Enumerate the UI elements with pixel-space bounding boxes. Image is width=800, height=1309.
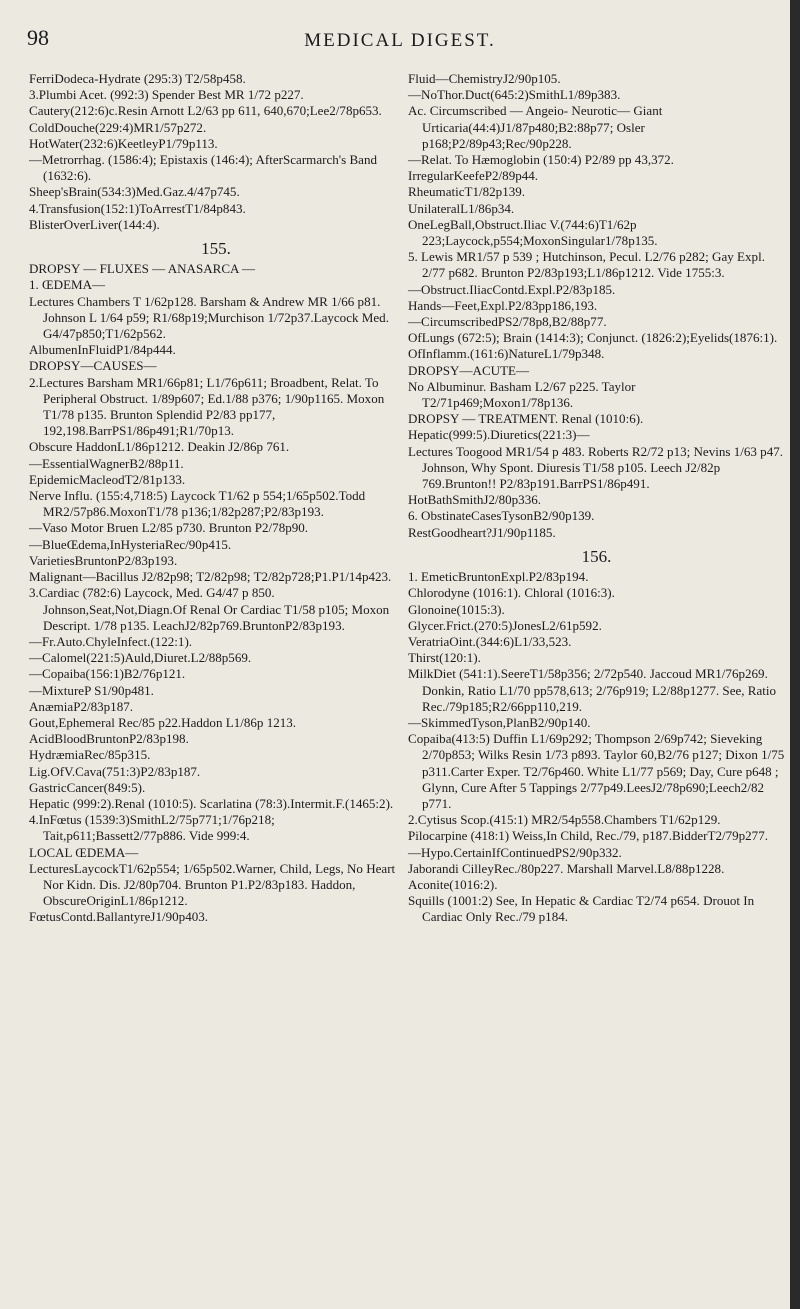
right-column-entry: Squills (1001:2) See, In Hepatic & Cardiac T2/74 p654. Drouot In Cardiac Only Rec./79 p184. <box>408 893 755 925</box>
right-column-entry: —NoThor.Duct(645:2)SmithL1/89p383. <box>408 87 621 103</box>
right-column-entry: Glonoine(1015:3). <box>408 601 505 617</box>
left-column-entry: 4.InFœtus (1539:3)SmithL2/75p771;1/76p218; Tait,p611;Bassett2/77p886. Vide 999:4. <box>29 812 275 844</box>
right-column-entry: Lectures Toogood MR1/54 p 483. Roberts R2/72 p13; Nevins 1/63 p47. Johnson, Why Spont. Diuresis T1/58 p105. Leech J2/82p 769.Brunton!! P2/83p191.BarrPS1/86p491. <box>408 443 784 492</box>
right-column-entry: No Albuminur. Basham L2/67 p225. Taylor T2/71p469;Moxon1/78p136. <box>408 378 636 411</box>
right-column-entry: Hepatic(999:5).Diuretics(221:3)— <box>408 427 590 443</box>
left-column-entry: Sheep'sBrain(534:3)Med.Gaz.4/47p745. <box>29 184 240 200</box>
section-number: 155. <box>201 239 231 259</box>
left-column-entry: 3.Cardiac (782:6) Laycock, Med. G4/47 p 850. Johnson,Seat,Not,Diagn.Of Renal Or Cardiac T1/58 p105; Moxon Descript. 1/78 p135. LeachJ2/82p769.BruntonP2/83p193. <box>29 585 390 633</box>
right-column-entry: HotBathSmithJ2/80p336. <box>408 492 542 508</box>
left-column-entry: AlbumenInFluidP1/84p444. <box>29 342 176 358</box>
right-column-entry: —Obstruct.IliacContd.Expl.P2/83p185. <box>408 281 616 297</box>
left-column-entry: DROPSY—CAUSES— <box>29 358 157 374</box>
right-column-entry: DROPSY — TREATMENT. Renal (1010:6). <box>408 411 644 427</box>
left-column-entry: LOCAL ŒDEMA— <box>29 844 139 860</box>
left-column-entry: Obscure HaddonL1/86p1212. Deakin J2/86p 761. <box>29 439 290 455</box>
right-column-entry: —CircumscribedPS2/78p8,B2/88p77. <box>408 314 607 330</box>
right-column-entry: —Relat. To Hæmoglobin (150:4) P2/89 pp 43,372. <box>408 152 674 168</box>
left-column-entry: —Metrorrhag. (1586:4); Epistaxis (146:4); AfterScarmarch's Band (1632:6). <box>29 152 378 184</box>
right-column-entry: RheumaticT1/82p139. <box>408 184 526 200</box>
left-column-entry: Lectures Chambers T 1/62p128. Barsham & Andrew MR 1/66 p81. Johnson L 1/64 p59; R1/68p19;Murchison 1/72p37.Laycock Med. G4/47p850;T1/62p562. <box>29 293 389 342</box>
left-column-entry: GastricCancer(849:5). <box>29 779 146 795</box>
left-column-entry: DROPSY — FLUXES — ANASARCA — <box>29 261 256 277</box>
right-column-entry: UnilateralL1/86p34. <box>408 200 515 216</box>
right-column-entry: MilkDiet (541:1).SeereT1/58p356; 2/72p540. Jaccoud MR1/76p269. Donkin, Ratio L1/70 pp578,613; 2/76p919; L2/88p1277. See, Ratio Rec./79p185;R2/66pp110,219. <box>408 666 777 714</box>
left-column-entry: —Fr.Auto.ChyleInfect.(122:1). <box>29 633 193 649</box>
left-column <box>29 71 403 926</box>
right-column-entry: VeratriaOint.(344:6)L1/33,523. <box>408 633 572 649</box>
left-column-entry: AcidBloodBruntonP2/83p198. <box>29 731 189 747</box>
page-edge <box>790 0 800 1309</box>
right-column-entry: 5. Lewis MR1/57 p 539 ; Hutchinson, Pecul. L2/76 p282; Gay Expl. 2/77 p682. Brunton P2/83p193;L1/86p1212. Vide 1755:3. <box>408 249 765 281</box>
left-column-entry: 1. ŒDEMA— <box>29 277 106 293</box>
left-column-entry: FerriDodeca-Hydrate (295:3) T2/58p458. <box>29 71 246 86</box>
left-column-entry: BlisterOverLiver(144:4). <box>29 216 160 232</box>
right-column-entry: DROPSY—ACUTE— <box>408 362 530 378</box>
right-column-entry: IrregularKeefeP2/89p44. <box>408 168 539 184</box>
right-column-entry: OfInflamm.(161:6)NatureL1/79p348. <box>408 346 605 362</box>
left-column-entry: 2.Lectures Barsham MR1/66p81; L1/76p611; Broadbent, Relat. To Peripheral Obstruct. 1/89p607; Ed.1/88 p376; 1/90p1165. Moxon T1/78 p135. Brunton Splendid P2/83 pp177, 192,198.BarrPS1/86p491;R1/70p13. <box>29 374 385 439</box>
left-column-entry: Cautery(212:6)c.Resin Arnott L2/63 pp 611, 640,670;Lee2/78p653. <box>29 103 382 119</box>
right-column-entry: 6. ObstinateCasesTysonB2/90p139. <box>408 508 595 524</box>
right-column-entry: 2.Cytisus Scop.(415:1) MR2/54p558.Chambers T1/62p129. <box>408 812 721 828</box>
left-column-entry: —BlueŒdema,InHysteriaRec/90p415. <box>29 536 232 552</box>
right-column <box>408 71 785 926</box>
left-column-entry: Hepatic (999:2).Renal (1010:5). Scarlatina (78:3).Intermit.F.(1465:2). <box>29 795 394 811</box>
right-column-entry: Jaborandi CilleyRec./80p227. Marshall Marvel.L8/88p1228. <box>408 860 725 876</box>
right-column-entry: Aconite(1016:2). <box>408 876 498 892</box>
left-column-entry: —Copaiba(156:1)B2/76p121. <box>29 666 186 682</box>
left-column-entry: HotWater(232:6)KeetleyP1/79p113. <box>29 135 218 151</box>
right-column-entry: OfLungs (672:5); Brain (1414:3); Conjunct. (1826:2);Eyelids(1876:1). <box>408 330 778 346</box>
page-number: 98 <box>27 25 49 50</box>
right-column-entry: Thirst(120:1). <box>408 650 481 666</box>
left-column-entry: FœtusContd.BallantyreJ1/90p403. <box>29 909 209 925</box>
left-column-entry: AnæmiaP2/83p187. <box>29 698 134 714</box>
left-column-entry: 3.Plumbi Acet. (992:3) Spender Best MR 1/72 p227. <box>29 87 304 103</box>
running-head: MEDICAL DIGEST. <box>304 30 496 51</box>
right-column-entry: —SkimmedTyson,PlanB2/90p140. <box>408 714 591 730</box>
left-column-entry: 4.Transfusion(152:1)ToArrestT1/84p843. <box>29 200 246 216</box>
right-column-entry: Pilocarpine (418:1) Weiss,In Child, Rec./79, p187.BidderT2/79p277. <box>408 828 768 844</box>
left-column-entry: Lig.OfV.Cava(751:3)P2/83p187. <box>29 763 201 779</box>
section-number: 156. <box>581 546 612 566</box>
left-column-entry: ColdDouche(229:4)MR1/57p272. <box>29 119 207 135</box>
left-column-entry: VarietiesBruntonP2/83p193. <box>29 552 178 568</box>
right-column-entry: Copaiba(413:5) Duffin L1/69p292; Thompson 2/69p742; Sieveking 2/70p853; Wilks Resin 1/73 p893. Taylor 60,B2/76 p127; Dixon 1/75 p311.Carter Exper. T2/76p460. White L1/77 p569; Day, Cure p648 ; Glynn, Cure After 5 Tappings 2/77p49.LeesJ2/78p690;Leech2/82 p771. <box>408 731 785 811</box>
left-column-entry: —Calomel(221:5)Auld,Diuret.L2/88p569. <box>29 650 252 666</box>
left-column-entry: Nerve Influ. (155:4,718:5) Laycock T1/62 p 554;1/65p502.Todd MR2/57p86.MoxonT1/78 p136;1/82p287;P2/83p193. <box>29 488 366 520</box>
right-column-entry: 1. EmeticBruntonExpl.P2/83p194. <box>408 569 589 585</box>
right-column-entry: Fluid—ChemistryJ2/90p105. <box>408 71 561 86</box>
left-column-entry: —EssentialWagnerB2/88p11. <box>29 455 184 471</box>
left-column-entry: Gout,Ephemeral Rec/85 p22.Haddon L1/86p 1213. <box>29 714 297 730</box>
right-column-entry: —Hypo.CertainIfContinuedPS2/90p332. <box>408 844 622 860</box>
right-column-entry: Glycer.Frict.(270:5)JonesL2/61p592. <box>408 617 602 633</box>
right-column-entry: Ac. Circumscribed — Angeio- Neurotic— Giant Urticaria(44:4)J1/87p480;B2:88p77; Osler p168;P2/89p43;Rec/90p228. <box>408 103 663 151</box>
right-column-entry: RestGoodheart?J1/90p1185. <box>408 524 556 540</box>
right-column-entry: Chlorodyne (1016:1). Chloral (1016:3). <box>408 585 615 601</box>
left-column-entry: —Vaso Motor Bruen L2/85 p730. Brunton P2/78p90. <box>29 520 309 536</box>
right-column-entry: Hands—Feet,Expl.P2/83pp186,193. <box>408 297 598 313</box>
left-column-entry: Malignant—Bacillus J2/82p98; T2/82p98; T2/82p728;P1.P1/14p423. <box>29 569 392 585</box>
left-column-entry: LecturesLaycockT1/62p554; 1/65p502.Warner, Child, Legs, No Heart Nor Kidn. Dis. J2/80p704. Brunton P1.P2/83p183. Haddon, ObscureOriginL1/86p1212. <box>29 860 396 909</box>
left-column-entry: EpidemicMacleodT2/81p133. <box>29 471 186 487</box>
left-column-entry: —MixtureP S1/90p481. <box>29 682 154 698</box>
left-column-entry: HydræmiaRec/85p315. <box>29 747 151 763</box>
right-column-entry: OneLegBall,Obstruct.Iliac V.(744:6)T1/62p 223;Laycock,p554;MoxonSingular1/78p135. <box>408 216 658 249</box>
